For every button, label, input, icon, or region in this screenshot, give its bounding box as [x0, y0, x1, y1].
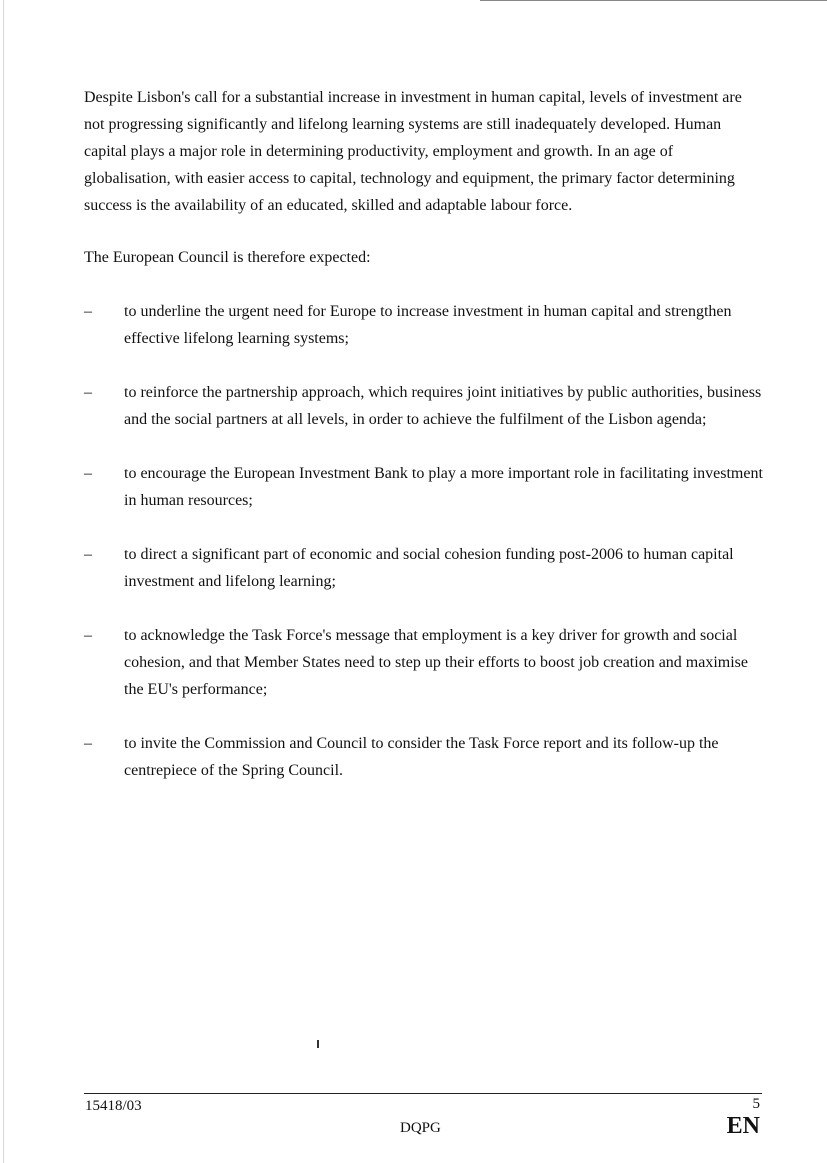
- expectations-list: [84, 298, 764, 784]
- list-item-text: to underline the urgent need for Europe to increase investment in human capital and strengthen effective lifelong learning systems;: [124, 303, 732, 347]
- bullet-dash: –: [84, 546, 92, 563]
- top-rule: [480, 0, 827, 1]
- list-item-text: to direct a significant part of economic and social cohesion funding post-2006 to human capital investment and lifelong learning;: [124, 546, 734, 590]
- document-reference: 15418/03: [85, 1098, 142, 1114]
- intro-paragraph: Despite Lisbon's call for a substantial increase in investment in human capital, levels of investment are not progressing significantly and lifelong learning systems are still inadequately developed. Human capital plays a major role in determining productivity, employment and growth. In an age of globalisation, with easier access to capital, technology and equipment, the primary factor determining success is the availability of an educated, skilled and adaptable labour force.: [84, 89, 742, 214]
- list-item-text: to encourage the European Investment Bank to play a more important role in facilitating investment in human resources;: [124, 465, 763, 509]
- scan-edge: [3, 0, 4, 1163]
- list-item: [84, 541, 764, 595]
- list-item-text: to reinforce the partnership approach, which requires joint initiatives by public authorities, business and the social partners at all levels, in order to achieve the fulfilment of the Lisbon agenda;: [124, 384, 762, 428]
- bullet-dash: –: [84, 735, 92, 752]
- list-item: [84, 730, 764, 784]
- list-item-text: to invite the Commission and Council to consider the Task Force report and its follow-up the centrepiece of the Spring Council.: [124, 735, 719, 779]
- list-item: [84, 298, 764, 352]
- language-code: EN: [726, 1113, 760, 1139]
- bullet-dash: –: [84, 384, 92, 401]
- list-item: [84, 622, 764, 703]
- scan-mark: [317, 1040, 319, 1048]
- department-code: DQPG: [400, 1120, 441, 1136]
- list-item-text: to acknowledge the Task Force's message that employment is a key driver for growth and social cohesion, and that Member States need to step up their efforts to boost job creation and maximise the EU's performance;: [124, 627, 748, 698]
- footer-rule: [84, 1093, 762, 1094]
- bullet-dash: –: [84, 465, 92, 482]
- document-body: [84, 84, 764, 811]
- bullet-dash: –: [84, 303, 92, 320]
- bullet-dash: –: [84, 627, 92, 644]
- page-number: 5: [752, 1096, 760, 1112]
- lead-paragraph: The European Council is therefore expected:: [84, 249, 371, 266]
- list-item: [84, 379, 764, 433]
- list-item: [84, 460, 764, 514]
